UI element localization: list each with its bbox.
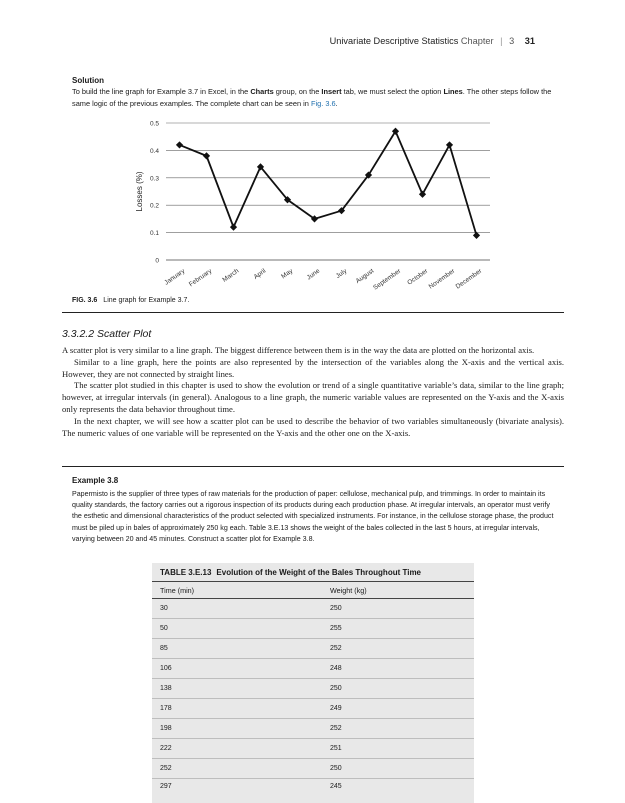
weight-cell: 250	[330, 685, 342, 692]
data-point	[446, 141, 453, 148]
weight-cell: 255	[330, 625, 342, 632]
figure-reference-link[interactable]: Fig. 3.6	[310, 98, 336, 108]
table-row	[152, 759, 474, 779]
weight-cell: 249	[330, 705, 342, 712]
y-tick-label: 0.1	[149, 230, 159, 238]
divider	[62, 466, 564, 467]
time-cell: 50	[160, 625, 168, 632]
x-tick-label: March	[221, 267, 241, 284]
body-paragraph: A scatter plot is very similar to a line graph. The biggest difference between them is in the way the data are plotted on the horizontal axis.	[62, 345, 535, 355]
header-chapter-number: 3	[509, 36, 515, 46]
table-row	[152, 679, 474, 699]
body-paragraph: The scatter plot studied in this chapter is used to show the evolution or trend of a single quantitative variable’s data, similar to the line graph; however, at irregular intervals (in general). Analogous to a line graph, the numeric variable values are represented on the Y-axis and the X-axis only represents the data behavior throughout time.	[62, 380, 564, 414]
time-cell: 198	[160, 725, 172, 732]
solution-text-part: .	[335, 98, 338, 108]
y-tick-label: 0.2	[149, 202, 159, 210]
example-heading: Example 3.8	[72, 476, 119, 485]
table-caption	[152, 563, 474, 581]
time-cell: 138	[160, 685, 172, 692]
x-tick-label: April	[252, 267, 268, 281]
x-tick-label: October	[406, 267, 430, 287]
y-tick-label: 0.5	[149, 120, 159, 128]
example-text: Papermisto is the supplier of three types of raw materials for the production of paper: cellulose, mechanical pulp, and trimmings. In order to maintain its quality standards, the factory carries out a rigorous inspection of its products during each production phase. At irregular intervals, an operator must verify the esthetic and dimensional characteristics of the product selected with specialized instruments. For instance, in the cellulose storage phase, the product must be piled up in bales of approximately 250 kg each. Table 3.E.13 shows the weight of the bales collected in the last 5 hours, at irregular intervals, varying between 20 and 45 minutes. Construct a scatter plot for Example 3.8.	[72, 490, 554, 543]
data-table	[152, 563, 474, 803]
data-point	[176, 141, 183, 148]
x-tick-label: January	[163, 267, 187, 287]
table-row	[152, 719, 474, 739]
table-row	[152, 639, 474, 659]
body-text	[62, 345, 564, 439]
series-line	[180, 131, 477, 235]
solution-text-part: To build the line graph for Example 3.7 in Excel, in the	[72, 87, 251, 96]
data-point	[419, 191, 426, 198]
section-heading: 3.3.2.2 Scatter Plot	[62, 328, 152, 340]
x-tick-label: December	[454, 267, 484, 291]
solution-text-part: group, on the	[273, 87, 322, 96]
table-header-cell: Weight (kg)	[330, 585, 367, 595]
table-row	[152, 599, 474, 619]
insert-keyword: Insert	[321, 87, 342, 96]
solution-heading: Solution	[72, 76, 104, 85]
weight-cell: 250	[330, 605, 342, 612]
table-header-cell: Time (min)	[160, 585, 195, 595]
x-tick-label: February	[187, 267, 214, 289]
weight-cell: 252	[330, 645, 342, 652]
weight-cell: 250	[330, 765, 342, 772]
body-paragraph: Similar to a line graph, here the points are also represented by the intersection of the variables along the X-axis and the vertical axis. However, they are not connected by straight lines.	[62, 356, 564, 379]
y-tick-label: 0.3	[149, 175, 159, 183]
table-label: TABLE 3.E.13	[160, 568, 212, 577]
running-header	[330, 36, 535, 46]
figure-caption	[72, 297, 189, 304]
lines-keyword: Lines	[443, 87, 463, 96]
divider	[62, 312, 564, 313]
y-tick-label: 0.4	[149, 147, 159, 155]
header-chapter-word: Chapter	[460, 36, 494, 46]
weight-cell: 252	[330, 725, 342, 732]
figure-caption-text: Line graph for Example 3.7.	[103, 297, 190, 304]
time-cell: 106	[160, 665, 172, 672]
table-header-row	[152, 581, 474, 599]
page-number: 31	[524, 36, 535, 46]
table-row	[152, 659, 474, 679]
y-axis-title: Losses (%)	[135, 171, 144, 212]
x-tick-label: September	[372, 267, 403, 292]
data-point	[203, 152, 210, 159]
weight-cell: 248	[330, 665, 342, 672]
x-tick-label: August	[354, 267, 376, 285]
header-separator: |	[500, 36, 503, 46]
time-cell: 222	[160, 745, 172, 752]
x-tick-label: May	[280, 267, 295, 281]
table-title: Evolution of the Weight of the Bales Throughout Time	[216, 568, 422, 577]
figure-label: FIG. 3.6	[72, 297, 98, 304]
table-row	[152, 699, 474, 719]
x-tick-label: November	[427, 267, 457, 291]
solution-text	[72, 86, 552, 109]
data-point	[230, 224, 237, 231]
time-cell: 30	[160, 605, 168, 612]
time-cell: 297	[160, 783, 172, 790]
x-tick-label: June	[305, 267, 322, 282]
table-row	[152, 619, 474, 639]
charts-keyword: Charts	[250, 87, 274, 96]
time-cell: 85	[160, 645, 168, 652]
table-body	[152, 599, 474, 803]
table-row	[152, 779, 474, 803]
time-cell: 252	[160, 765, 172, 772]
table-row	[152, 739, 474, 759]
solution-text-part: tab, we must select the option	[341, 87, 444, 96]
weight-cell: 251	[330, 745, 342, 752]
solution-text-part: . The other steps follow the same logic of the previous examples. The complete chart can be seen in	[72, 87, 552, 108]
y-tick-label: 0	[155, 257, 159, 265]
header-title: Univariate Descriptive Statistics	[329, 36, 459, 46]
body-paragraph: In the next chapter, we will see how a scatter plot can be used to describe the behavior of two variables simultaneously (bivariate analysis). The numeric values of one variable will be represented on the Y-axis and the other one on the X-axis.	[62, 415, 564, 438]
line-chart	[130, 113, 510, 295]
weight-cell: 245	[330, 783, 342, 790]
time-cell: 178	[160, 705, 172, 712]
x-tick-label: July	[334, 267, 349, 280]
